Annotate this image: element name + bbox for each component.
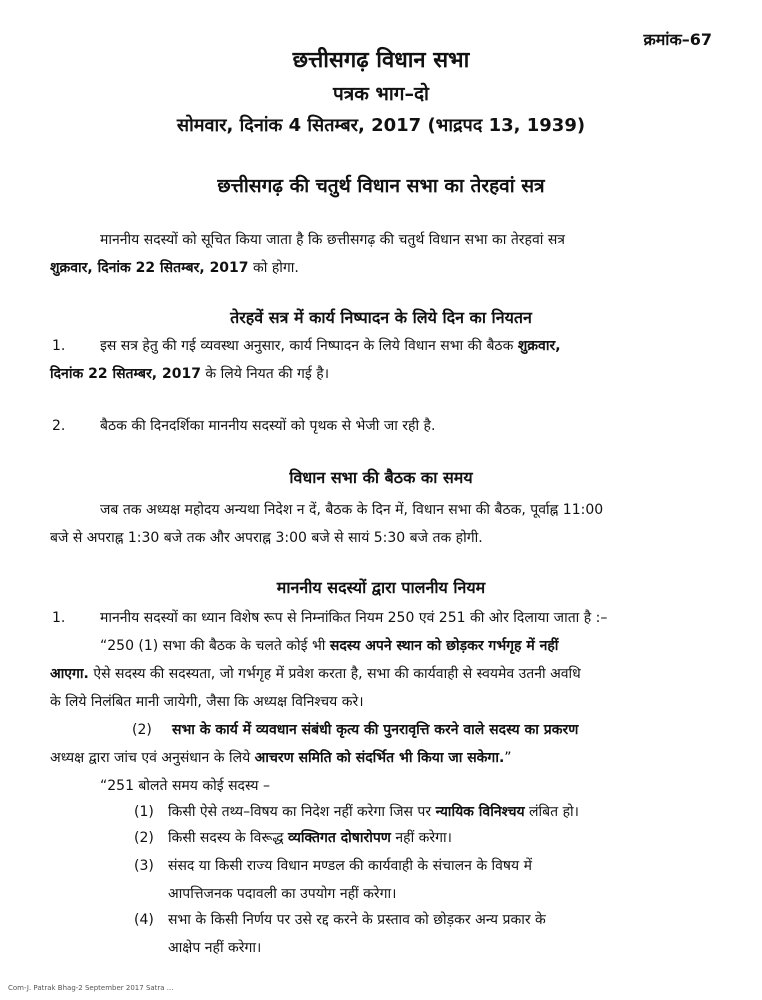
rule-251-item-text-a: किसी सदस्य के विरूद्ध <box>168 830 288 846</box>
section-2-heading: विधान सभा की बैठक का समय <box>289 468 473 487</box>
section-1-item-1-line-1 <box>100 332 561 360</box>
rule-250-line-3: के लिये निलंबित मानी जायेगी, जैसा कि अध्यक्ष विनिश्चय करे। <box>50 694 364 710</box>
section-1-item-1-bold: शुक्रवार, <box>517 338 561 354</box>
rule-250-bold-a: सदस्य अपने स्थान को छोड़कर गर्भगृह में नहीं <box>329 638 559 654</box>
assembly-title: छत्तीसगढ़ विधान सभा <box>292 48 470 73</box>
rule-250-line-1 <box>100 632 558 660</box>
date-line: सोमवार, दिनांक 4 सितम्बर, 2017 (भाद्रपद 13, 1939) <box>176 115 586 136</box>
rule-250-text-b: ऐसे सदस्य की सदस्यता, जो गर्भगृह में प्रवेश करता है, सभा की कार्यवाही से स्वयमेव उतनी अवधि <box>88 666 581 682</box>
rule-251-item-text-c: लंबित हो। <box>524 804 579 820</box>
rule-251-item-text <box>168 906 546 934</box>
section-3-item-1-number: 1. <box>52 610 66 626</box>
section-2-line-2: बजे से अपराह्न 1:30 बजे तक और अपराह्न 3:00 बजे से सायं 5:30 बजे तक होगी. <box>50 530 483 546</box>
section-3-item-1-text: माननीय सदस्यों का ध्यान विशेष रूप से निम्नांकित नियम 250 एवं 251 की ओर दिलाया जाता है :– <box>100 610 608 626</box>
rule-251-item-number: (1) <box>134 804 154 820</box>
footer-note: Com-J. Patrak Bhag-2 September 2017 Satra ... <box>8 984 174 992</box>
rule-251-item-text-a: सभा के किसी निर्णय पर उसे रद्द करने के प्रस्ताव को छोड़कर अन्य प्रकार के <box>168 912 546 928</box>
rule-251-4-continuation: आक्षेप नहीं करेगा। <box>168 940 262 956</box>
rule-250-2-close-quote: ” <box>504 750 512 766</box>
rule-251-item-text-a: संसद या किसी राज्य विधान मण्डल की कार्यवाही के संचालन के विषय में <box>168 858 532 874</box>
section-1-heading: तेरहवें सत्र में कार्य निष्पादन के लिये दिन का नियतन <box>230 308 532 327</box>
rule-251-item-number: (4) <box>134 912 154 928</box>
rule-250-text-a: “250 (1) सभा की बैठक के चलते कोई भी <box>100 638 330 654</box>
rule-250-2-text: अध्यक्ष द्वारा जांच एवं अनुसंधान के लिये <box>50 750 255 766</box>
rule-251-intro: “251 बोलते समय कोई सदस्य – <box>100 778 270 794</box>
rule-251-item-text-a: किसी ऐसे तथ्य–विषय का निदेश नहीं करेगा जिस पर <box>168 804 436 820</box>
rule-250-bold-b: आएगा. <box>50 666 89 682</box>
rule-251-item-bold: न्यायिक विनिश्चय <box>435 804 525 820</box>
intro-line-2-rest: को होगा. <box>248 260 299 276</box>
section-1-item-2-number: 2. <box>52 418 66 434</box>
intro-line-1: माननीय सदस्यों को सूचित किया जाता है कि छत्तीसगढ़ की चतुर्थ विधान सभा का तेरहवां सत्र <box>100 232 566 248</box>
section-1-item-1-date: दिनांक 22 सितम्बर, 2017 <box>50 366 201 382</box>
serial-number: क्रमांक–67 <box>643 30 712 49</box>
rule-250-2-number: (2) <box>132 722 152 738</box>
section-3-heading: माननीय सदस्यों द्वारा पालनीय नियम <box>276 578 486 597</box>
rule-251-item-number: (3) <box>134 858 154 874</box>
section-1-item-2-text: बैठक की दिनदर्शिका माननीय सदस्यों को पृथक से भेजी जा रही है. <box>100 418 436 434</box>
session-title: छत्तीसगढ़ की चतुर्थ विधान सभा का तेरहवां सत्र <box>217 175 545 197</box>
section-1-item-1-text: इस सत्र हेतु की गई व्यवस्था अनुसार, कार्य निष्पादन के लिये विधान सभा की बैठक <box>100 338 518 354</box>
rule-250-line-2 <box>50 660 581 688</box>
rule-251-item-text <box>168 824 452 852</box>
rule-251-item-text <box>168 798 579 826</box>
intro-date: शुक्रवार, दिनांक 22 सितम्बर, 2017 <box>50 260 249 276</box>
rule-250-2-line-2 <box>50 744 512 772</box>
rule-251-item-text <box>168 852 532 880</box>
intro-line-2 <box>50 254 299 282</box>
section-1-item-1-rest: के लिये नियत की गई है। <box>200 366 329 382</box>
rule-250-2-bold: सभा के कार्य में व्यवधान संबंधी कृत्य की पुनरावृत्ति करने वाले सदस्य का प्रकरण <box>172 722 579 738</box>
rule-251-3-continuation: आपत्तिजनक पदावली का उपयोग नहीं करेगा। <box>168 886 397 902</box>
rule-251-item-number: (2) <box>134 830 154 846</box>
section-2-line-1: जब तक अध्यक्ष महोदय अन्यथा निदेश न दें, बैठक के दिन में, विधान सभा की बैठक, पूर्वाह्न 11:00 <box>100 502 604 518</box>
section-1-item-1-number: 1. <box>52 338 66 354</box>
rule-251-item-text-c: नहीं करेगा। <box>390 830 452 846</box>
section-1-item-1-line-2 <box>50 360 329 388</box>
bulletin-subtitle: पत्रक भाग–दो <box>333 83 429 105</box>
rule-250-2-line-1 <box>172 716 578 744</box>
rule-251-item-bold: व्यक्तिगत दोषारोपण <box>287 830 391 846</box>
rule-250-2-bold-ref: आचरण समिति को संदर्भित भी किया जा सकेगा. <box>254 750 505 766</box>
